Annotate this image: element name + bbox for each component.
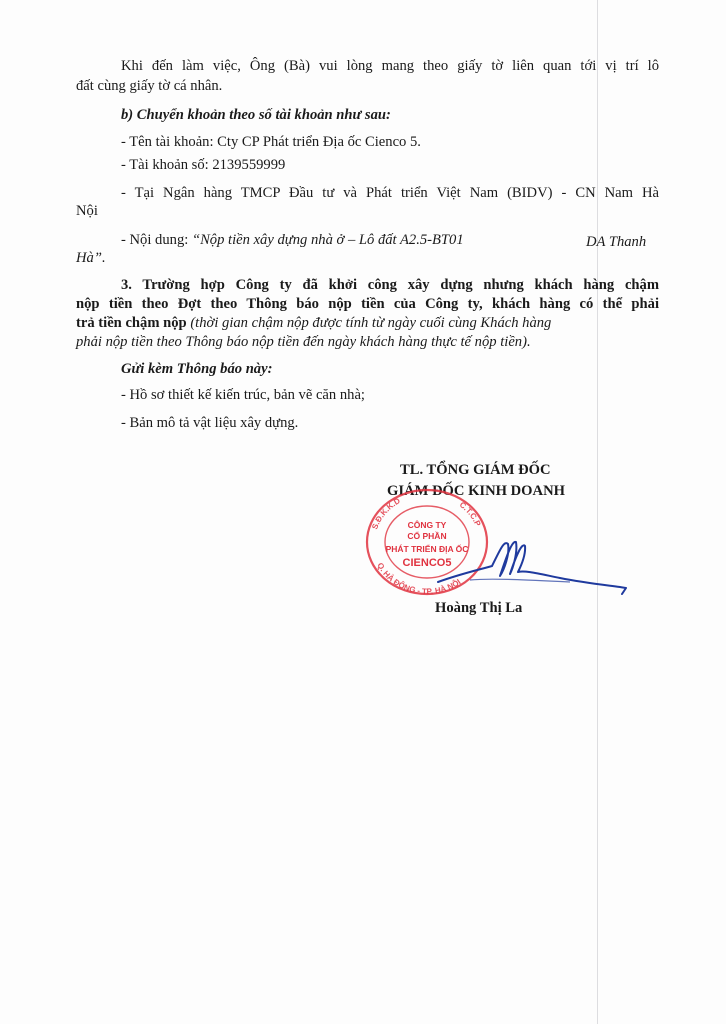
seal-line-1: CÔNG TY	[407, 520, 447, 530]
seal-ring-top: S.Đ.K.K.D	[370, 496, 402, 531]
svg-text:S.Đ.K.K.D	[370, 496, 402, 531]
bank-line-1: - Tại Ngân hàng TMCP Đầu tư và Phát triển Việt Nam (BIDV) - CN Nam Hà	[121, 185, 659, 201]
handwritten-signature	[430, 530, 635, 605]
page-fold-line	[597, 0, 598, 1024]
clause3-line-4: phải nộp tiền theo Thông báo nộp tiền đến ngày khách hàng thực tế nộp tiền).	[76, 334, 531, 350]
clause3-line-2: nộp tiền theo Đợt theo Thông báo nộp tiền của Công ty, khách hàng có thể phải	[76, 296, 659, 312]
clause3-line-1: 3. Trường hợp Công ty đã khởi công xây dựng nhưng khách hàng chậm	[121, 277, 659, 293]
signature-ink	[430, 530, 635, 605]
attachment-item-2: - Bản mô tả vật liệu xây dựng.	[121, 415, 299, 431]
content-project: DA Thanh	[586, 234, 647, 250]
visit-paragraph-line-2: đất cùng giấy tờ cá nhân.	[76, 78, 223, 94]
account-name: - Tên tài khoản: Cty CP Phát triển Địa ốc Cienco 5.	[121, 134, 421, 150]
transfer-heading: b) Chuyển khoản theo số tài khoản như sau:	[121, 107, 391, 123]
content-line-1	[121, 231, 464, 250]
bank-line-2: Nội	[76, 203, 98, 219]
signature-title-2: GIÁM ĐỐC KINH DOANH	[387, 483, 565, 499]
signature-title-1: TL. TỔNG GIÁM ĐỐC	[400, 462, 551, 478]
seal-line-3: PHÁT TRIỂN ĐỊA ỐC	[385, 544, 469, 554]
attachments-heading: Gửi kèm Thông báo này:	[121, 361, 273, 377]
attachment-item-1: - Hồ sơ thiết kế kiến trúc, bản vẽ căn nhà;	[121, 387, 365, 403]
clause3-late-note: (thời gian chậm nộp được tính từ ngày cuối cùng Khách hàng	[186, 315, 552, 331]
account-number: - Tài khoản số: 2139559999	[121, 157, 286, 173]
signer-name: Hoàng Thị La	[435, 600, 523, 616]
seal-line-4: CIENCO5	[402, 557, 452, 569]
seal-ring-right: C.T.C.P	[457, 500, 483, 528]
clause3-late-payment: trả tiền chậm nộp	[76, 315, 187, 331]
visit-paragraph-line-1: Khi đến làm việc, Ông (Bà) vui lòng mang theo giấy tờ liên quan tới vị trí lô	[121, 58, 659, 74]
content-label: - Nội dung:	[121, 232, 192, 248]
content-line-2: Hà”.	[76, 250, 106, 266]
content-value: “Nộp tiền xây dựng nhà ở – Lô đất A2.5-BT01	[191, 232, 464, 248]
clause3-line-3	[76, 314, 659, 333]
seal-line-2: CỔ PHẦN	[407, 531, 447, 541]
seal-ring-bottom: Q. HÀ ĐÔNG - TP. HÀ NỘI	[375, 561, 463, 597]
